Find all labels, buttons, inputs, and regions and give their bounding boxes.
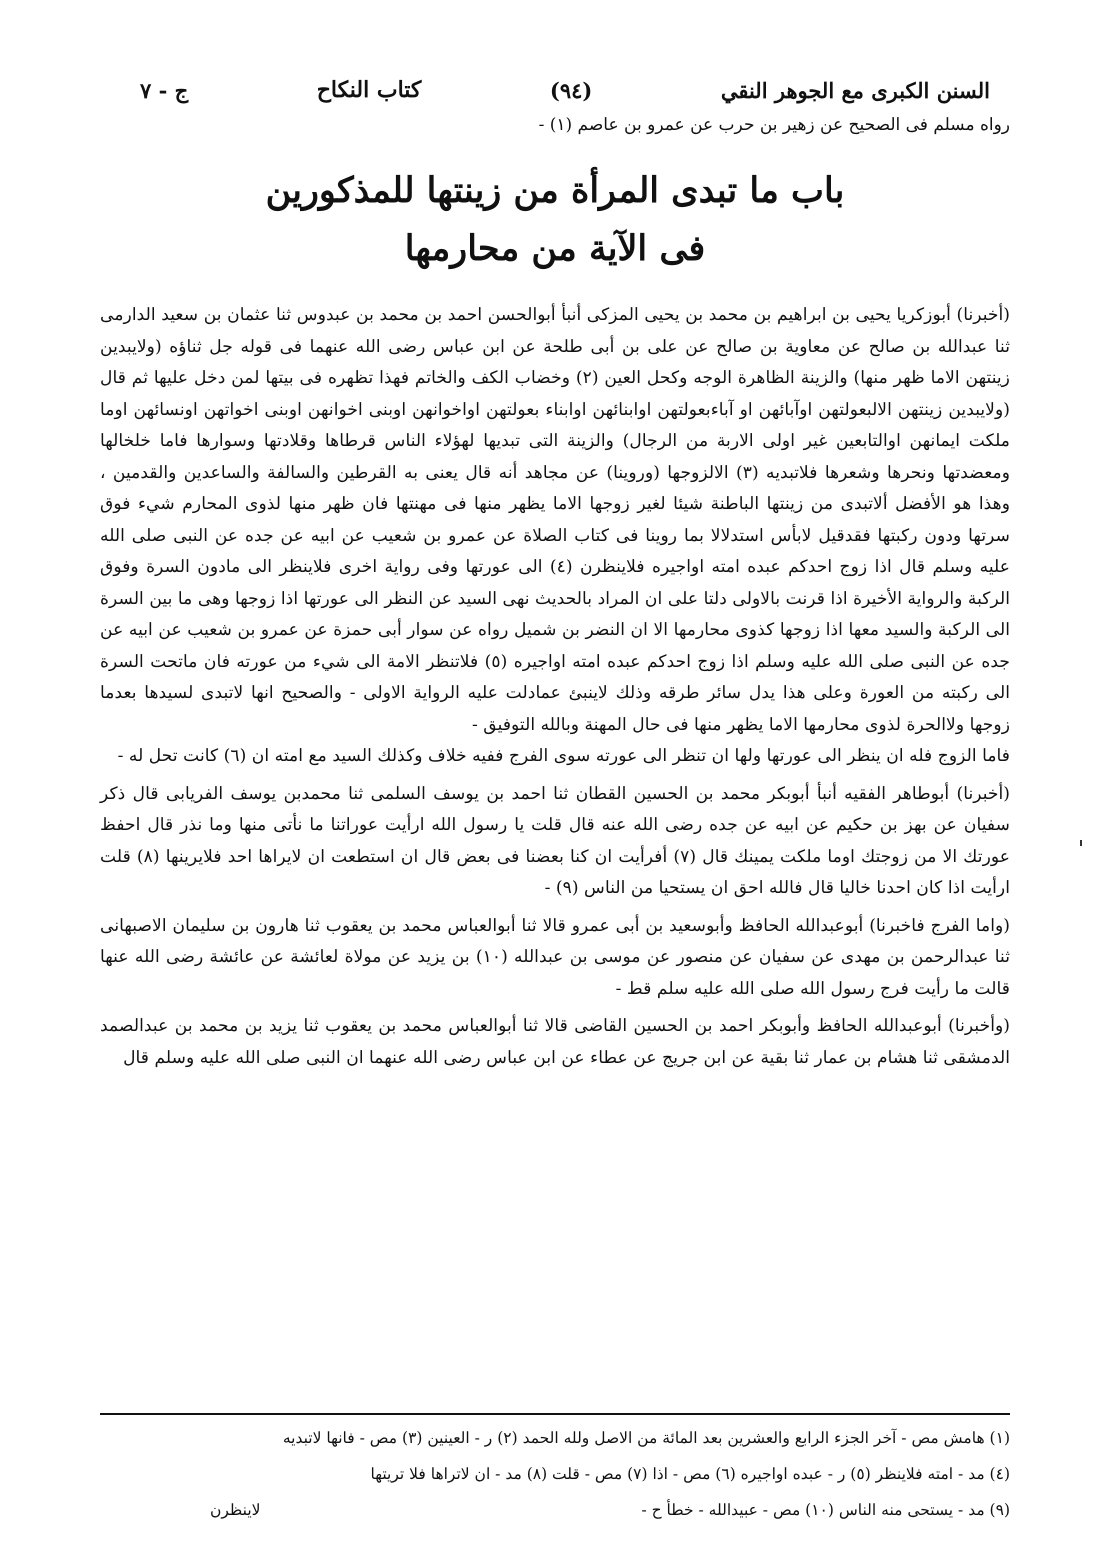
footnote-line [100, 1420, 1010, 1456]
chapter-heading [100, 162, 1010, 278]
paragraph: فاما الزوج فله ان ينظر الى عورتها ولها ان تنظر الى عورته سوى الفرج ففيه خلاف وكذلك السيد مع امته ان (٦) كانت تحل له - [117, 746, 1010, 766]
footnote-text: (٩) مد - يستحى منه الناس (١٠) مص - عبيدالله - خطأ ح - [641, 1501, 1010, 1519]
paragraph: (أخبرنا) أبوطاهر الفقيه أنبأ أبوبكر محمد بن الحسين القطان ثنا احمد بن يوسف السلمى ثنا محمدبن يوسف الفريابى قال ذكر سفيان عن بهز بن حكيم عن ابيه عن جده رضى الله عنه قال قلت يا رسول الله ارأيت عوراتنا ما نأتى منها وما نذر قال احفظ عورتك الا من زوجتك اوما ملكت يمينك قال (٧) أفرأيت ان كنا بعضنا فى بعض قال ان استطعت ان لايراها احد فلايرينها (٨) قلت ارأيت اذا كان احدنا خاليا قال فالله احق ان يستحيا من الناس (٩) - [100, 783, 1010, 898]
footnote-divider [100, 1413, 1010, 1415]
paragraph: (واما الفرج فاخبرنا) أبوعبدالله الحافظ وأبوسعيد بن أبى عمرو قالا ثنا أبوالعباس محمد بن يعقوب ثنا هارون بن سليمان الاصبهانى ثنا عبدالرحمن بن مهدى عن سفيان عن منصور عن موسى بن عبدالله (١٠) بن يزيد عن مولاة لعائشة عن عائشة رضى الله عنها قالت ما رأيت فرج رسول الله صلى الله عليه سلم قط - [100, 915, 1010, 999]
lead-line: رواه مسلم فى الصحيح عن زهير بن حرب عن عمرو بن عاصم (١) - [538, 115, 1010, 135]
margin-mark [1080, 840, 1082, 846]
footnote-text: (٤) مد - امته فلاينظر (٥) ر - عبده اواجيره (٦) مص - اذا (٧) مص - قلت (٨) مد - ان لاتراها فلا تريتها [370, 1465, 1010, 1483]
section-title: كتاب النكاح [316, 77, 422, 103]
catchword: لاينظرن [210, 1501, 261, 1519]
body-text [100, 300, 1010, 1074]
document-page [100, 70, 1010, 1074]
paragraph: (وأخبرنا) أبوعبدالله الحافظ وأبوبكر احمد بن الحسين القاضى قالا ثنا أبوالعباس محمد بن يعقوب ثنا يزيد بن محمد بن عبدالصمد الدمشقى ثنا هشام بن عمار ثنا بقية عن ابن جريج عن عطاء عن ابن عباس رضى الله عنهما ان النبى صلى الله عليه وسلم قال [100, 1016, 1010, 1068]
book-title: السنن الكبرى مع الجوهر النقي [720, 77, 990, 103]
footnotes [100, 1420, 1010, 1528]
volume-label: ج - ٧ [140, 77, 189, 103]
footnote-line [100, 1456, 1010, 1492]
chapter-title-line-2: فى الآية من محارمها [404, 228, 706, 269]
footnote-line [100, 1492, 1010, 1528]
paragraph: (أخبرنا) أبوزكريا يحيى بن ابراهيم بن محمد بن يحيى المزكى أنبأ أبوالحسن احمد بن محمد بن عبدوس ثنا عثمان بن سعيد الدارمى ثنا عبدالله بن صالح عن معاوية بن صالح عن على بن أبى طلحة عن ابن عباس رضى الله عنهما فى قوله جل ثناؤه (ولايبدين زينتهن الاما ظهر منها) والزينة الظاهرة الوجه وكحل العين (٢) وخضاب الكف والخاتم فهذا تظهره فى بيتها لمن دخل عليها ثم قال (ولايبدين زينتهن الالبعولتهن اوآبائهن او آباءبعولتهن اوابنائهن اوابناء بعولتهن اواخوانهن اوبنى اخوانهن اوبنى اخواتهن اونسائهن اوما ملكت ايمانهن اوالتابعين غير اولى الاربة من الرجال) والزينة التى تبديها لهؤلاء الناس قرطاها وقلادتها وسوارها فاما خلخالها ومعضدتها ونحرها وشعرها فلاتبديه (٣) الالزوجها (وروينا) عن مجاهد أنه قال يعنى به القرطين والسالفة والساعدين والقدمين ، وهذا هو الأفضل ألاتبدى من زينتها الباطنة شيئا لغير زوجها الاما يظهر منها فى مهنتها فان ظهر منها لذوى المحارم شيء فوق سرتها ودون ركبتها فقدقيل لابأس استدلالا بما روينا فى كتاب الصلاة عن عمرو بن شعيب عن ابيه عن جده عن النبى صلى الله عليه وسلم قال اذا زوج احدكم عبده امته اواجيره فلاينظرن (٤) الى عورتها وفى رواية اخرى فلاينظر الى مادون السرة وفوق الركبة والرواية الأخيرة اذا قرنت بالاولى دلتا على ان المراد بالحديث نهى السيد عن النظر الى عورتها اذا زوجها وهى ما بين السرة الى الركبة والسيد معها اذا زوجها كذوى محارمها الا ان النضر بن شميل رواه عن سوار أبى حمزة عن عمرو بن شعيب عن ابيه عن جده عن النبى صلى الله عليه وسلم اذا زوج احدكم عبده امته اواجيره (٥) فلاتنظر الامة الى شيء من عورته فان ماتحت السرة الى ركبته من العورة وعلى هذا يدل سائر طرقه وذلك لاينبئ عمادلت عليه الرواية الاولى - والصحيح انها لاتبدى لسيدها بعدما زوجها ولاالحرة لذوى محارمها الاما يظهر منها فى حال المهنة وبالله التوفيق - [100, 305, 1011, 735]
running-header [100, 70, 1010, 110]
chapter-title-line-1: باب ما تبدى المرأة من زينتها للمذكورين [265, 170, 845, 211]
footnote-text: (١) هامش مص - آخر الجزء الرابع والعشرين بعد المائة من الاصل ولله الحمد (٢) ر - العينين (٣) مص - فانها لاتبديه [282, 1429, 1010, 1447]
page-number: (٩٤) [549, 77, 593, 103]
